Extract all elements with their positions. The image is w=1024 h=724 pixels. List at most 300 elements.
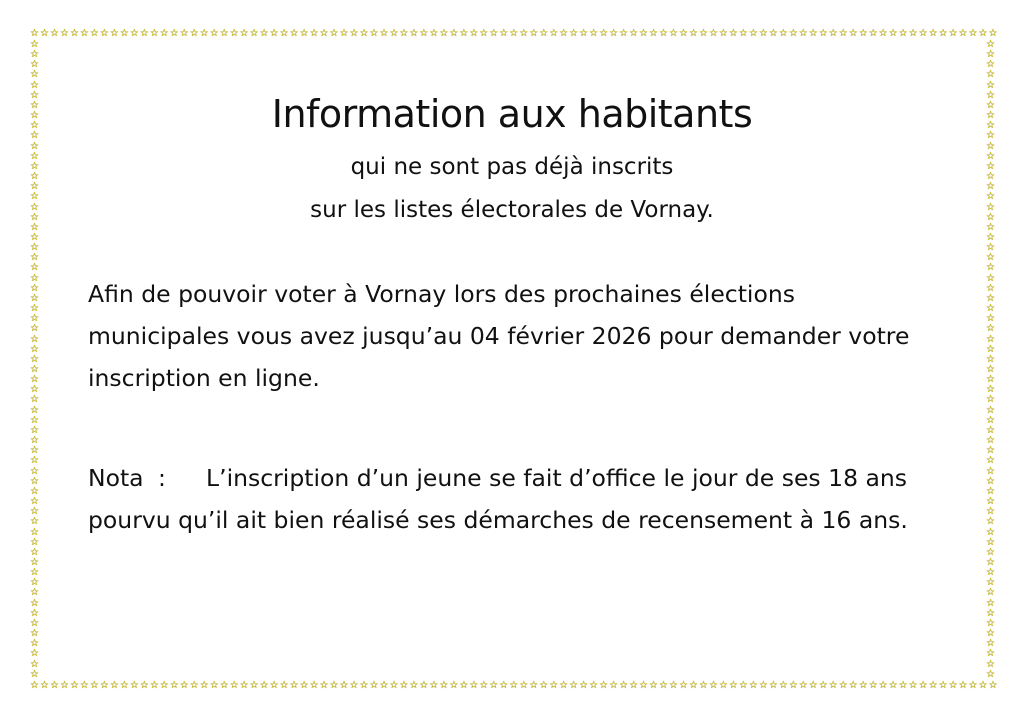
star-icon: ☆ [289, 28, 299, 39]
star-icon: ☆ [986, 587, 995, 599]
star-icon: ☆ [30, 597, 39, 609]
star-icon: ☆ [329, 680, 339, 691]
star-icon: ☆ [30, 364, 39, 375]
star-icon: ☆ [986, 333, 995, 345]
star-icon: ☆ [986, 364, 995, 375]
star-icon: ☆ [30, 384, 39, 396]
star-icon: ☆ [986, 394, 995, 406]
star-icon: ☆ [539, 28, 549, 39]
star-icon: ☆ [189, 28, 199, 39]
star-icon: ☆ [986, 506, 995, 518]
star-icon: ☆ [986, 536, 995, 548]
star-icon: ☆ [30, 435, 39, 447]
star-icon: ☆ [109, 680, 119, 691]
star-icon: ☆ [30, 69, 39, 81]
star-icon: ☆ [986, 110, 995, 122]
star-icon: ☆ [569, 680, 579, 691]
star-icon: ☆ [269, 28, 279, 39]
star-icon: ☆ [349, 680, 359, 691]
star-icon: ☆ [30, 252, 39, 264]
star-icon: ☆ [439, 680, 449, 691]
star-icon: ☆ [908, 28, 918, 39]
star-icon: ☆ [579, 680, 589, 691]
star-icon: ☆ [30, 28, 39, 39]
star-icon: ☆ [818, 680, 828, 691]
star-icon: ☆ [918, 680, 928, 691]
star-icon: ☆ [609, 28, 619, 39]
star-icon: ☆ [599, 680, 609, 691]
star-icon: ☆ [159, 680, 169, 691]
star-icon: ☆ [986, 313, 995, 325]
star-icon: ☆ [30, 211, 39, 223]
star-icon: ☆ [986, 577, 995, 589]
star-icon: ☆ [968, 28, 978, 39]
star-icon: ☆ [30, 303, 39, 315]
star-icon: ☆ [988, 680, 998, 691]
nota-label: Nota [88, 464, 144, 492]
star-icon: ☆ [986, 455, 995, 467]
star-icon: ☆ [30, 496, 39, 508]
star-icon: ☆ [708, 680, 718, 691]
star-icon: ☆ [489, 28, 499, 39]
star-icon: ☆ [30, 323, 39, 335]
star-icon: ☆ [778, 680, 788, 691]
star-icon: ☆ [209, 28, 219, 39]
star-icon: ☆ [986, 323, 995, 335]
star-icon: ☆ [798, 28, 808, 39]
star-icon: ☆ [559, 28, 569, 39]
star-icon: ☆ [958, 680, 968, 691]
star-icon: ☆ [449, 28, 459, 39]
star-icon: ☆ [229, 28, 239, 39]
star-icon: ☆ [179, 28, 189, 39]
star-icon: ☆ [30, 668, 39, 680]
star-icon: ☆ [649, 680, 658, 691]
star-icon: ☆ [579, 28, 589, 39]
star-icon: ☆ [30, 160, 39, 172]
star-icon: ☆ [419, 28, 429, 39]
star-icon: ☆ [938, 680, 948, 691]
star-icon: ☆ [469, 680, 479, 691]
info-paragraph: Afin de pouvoir voter à Vornay lors des prochaines élections municipales vous avez jusqu’au 04 février 2026 pour demander votre inscription en ligne. [88, 280, 910, 392]
star-icon: ☆ [349, 28, 359, 39]
star-icon: ☆ [30, 99, 39, 111]
star-icon: ☆ [529, 680, 539, 691]
star-icon: ☆ [259, 680, 269, 691]
star-icon: ☆ [30, 242, 39, 254]
star-icon: ☆ [30, 130, 39, 142]
star-icon: ☆ [399, 680, 409, 691]
star-icon: ☆ [629, 680, 639, 691]
star-icon: ☆ [986, 404, 995, 416]
star-icon: ☆ [39, 680, 49, 691]
star-icon: ☆ [878, 28, 888, 39]
star-icon: ☆ [808, 680, 818, 691]
star-icon: ☆ [189, 680, 199, 691]
star-icon: ☆ [259, 28, 269, 39]
star-icon: ☆ [688, 28, 698, 39]
star-icon: ☆ [986, 567, 995, 579]
star-icon: ☆ [619, 680, 629, 691]
star-icon: ☆ [30, 465, 39, 477]
star-icon: ☆ [639, 680, 649, 691]
star-icon: ☆ [978, 680, 988, 691]
star-icon: ☆ [986, 465, 995, 477]
star-icon: ☆ [986, 231, 995, 243]
star-icon: ☆ [688, 680, 698, 691]
star-icon: ☆ [49, 28, 59, 39]
star-icon: ☆ [986, 160, 995, 172]
star-icon: ☆ [30, 587, 39, 599]
star-icon: ☆ [30, 201, 39, 213]
star-icon: ☆ [30, 607, 39, 619]
star-icon: ☆ [30, 39, 39, 50]
star-icon: ☆ [179, 680, 189, 691]
star-icon: ☆ [868, 680, 878, 691]
star-icon: ☆ [986, 384, 995, 396]
star-icon: ☆ [529, 28, 539, 39]
star-icon: ☆ [986, 191, 995, 203]
star-icon: ☆ [828, 28, 838, 39]
star-icon: ☆ [509, 680, 519, 691]
star-border-bottom [30, 681, 998, 691]
star-icon: ☆ [479, 28, 489, 39]
star-icon: ☆ [509, 28, 519, 39]
star-icon: ☆ [649, 28, 658, 39]
star-icon: ☆ [359, 680, 369, 691]
star-icon: ☆ [968, 680, 978, 691]
star-icon: ☆ [379, 680, 389, 691]
star-icon: ☆ [986, 414, 995, 426]
star-icon: ☆ [619, 28, 629, 39]
star-border-top [30, 29, 998, 39]
star-icon: ☆ [728, 28, 738, 39]
star-icon: ☆ [319, 28, 329, 39]
star-icon: ☆ [986, 120, 995, 132]
subtitle-line-2: sur les listes électorales de Vornay. [310, 197, 714, 223]
star-icon: ☆ [986, 49, 995, 61]
star-icon: ☆ [818, 28, 828, 39]
star-icon: ☆ [30, 231, 39, 243]
star-icon: ☆ [986, 69, 995, 81]
star-icon: ☆ [299, 680, 309, 691]
star-icon: ☆ [30, 628, 39, 640]
star-icon: ☆ [339, 680, 349, 691]
star-icon: ☆ [986, 211, 995, 223]
star-icon: ☆ [139, 680, 149, 691]
star-icon: ☆ [659, 680, 668, 691]
star-icon: ☆ [986, 628, 995, 640]
star-icon: ☆ [589, 28, 599, 39]
nota-text: L’inscription d’un jeune se fait d’office le jour de ses 18 ans pourvu qu’il ait bien réalisé ses démarches de recensement à 16 ans. [88, 464, 908, 534]
star-icon: ☆ [30, 333, 39, 345]
star-icon: ☆ [30, 120, 39, 132]
star-icon: ☆ [986, 607, 995, 619]
star-icon: ☆ [30, 567, 39, 579]
star-icon: ☆ [838, 28, 848, 39]
star-icon: ☆ [99, 680, 109, 691]
star-icon: ☆ [589, 680, 599, 691]
star-icon: ☆ [768, 680, 778, 691]
star-icon: ☆ [119, 680, 129, 691]
star-icon: ☆ [858, 28, 868, 39]
star-icon: ☆ [708, 28, 718, 39]
star-icon: ☆ [986, 374, 995, 386]
star-icon: ☆ [59, 28, 69, 39]
star-icon: ☆ [868, 28, 878, 39]
star-icon: ☆ [339, 28, 349, 39]
star-icon: ☆ [30, 404, 39, 416]
star-icon: ☆ [30, 191, 39, 203]
star-icon: ☆ [30, 658, 39, 670]
star-icon: ☆ [549, 28, 559, 39]
star-icon: ☆ [519, 28, 529, 39]
star-icon: ☆ [30, 506, 39, 518]
star-icon: ☆ [986, 546, 995, 558]
star-icon: ☆ [499, 680, 509, 691]
star-icon: ☆ [948, 680, 958, 691]
star-icon: ☆ [59, 680, 69, 691]
star-icon: ☆ [30, 680, 39, 691]
star-icon: ☆ [986, 424, 995, 436]
star-icon: ☆ [289, 680, 299, 691]
star-icon: ☆ [986, 435, 995, 447]
star-icon: ☆ [489, 680, 499, 691]
star-icon: ☆ [149, 680, 159, 691]
star-icon: ☆ [888, 28, 898, 39]
nota-paragraph [88, 457, 928, 541]
star-icon: ☆ [788, 680, 798, 691]
star-icon: ☆ [986, 252, 995, 264]
star-icon: ☆ [249, 680, 259, 691]
star-icon: ☆ [858, 680, 868, 691]
star-icon: ☆ [986, 597, 995, 609]
star-icon: ☆ [958, 28, 968, 39]
star-icon: ☆ [986, 526, 995, 538]
star-icon: ☆ [49, 680, 59, 691]
star-icon: ☆ [748, 28, 758, 39]
star-border-left [30, 40, 39, 680]
star-icon: ☆ [986, 292, 995, 304]
star-icon: ☆ [30, 485, 39, 497]
star-icon: ☆ [279, 680, 289, 691]
star-icon: ☆ [409, 28, 419, 39]
page-title: Information aux habitants [271, 92, 753, 136]
star-icon: ☆ [30, 221, 39, 233]
star-icon: ☆ [30, 272, 39, 284]
star-icon: ☆ [199, 680, 209, 691]
star-icon: ☆ [30, 445, 39, 457]
star-icon: ☆ [798, 680, 808, 691]
star-icon: ☆ [698, 680, 708, 691]
star-icon: ☆ [129, 28, 139, 39]
star-icon: ☆ [986, 648, 995, 660]
star-icon: ☆ [659, 28, 668, 39]
star-icon: ☆ [986, 221, 995, 233]
star-icon: ☆ [149, 28, 159, 39]
star-icon: ☆ [30, 181, 39, 193]
star-border-right [986, 40, 995, 680]
star-icon: ☆ [986, 496, 995, 508]
star-icon: ☆ [639, 28, 649, 39]
star-icon: ☆ [738, 28, 748, 39]
star-icon: ☆ [309, 680, 319, 691]
star-icon: ☆ [918, 28, 928, 39]
star-icon: ☆ [898, 680, 908, 691]
star-icon: ☆ [369, 680, 379, 691]
star-icon: ☆ [986, 242, 995, 254]
star-icon: ☆ [30, 414, 39, 426]
star-icon: ☆ [379, 28, 389, 39]
star-icon: ☆ [888, 680, 898, 691]
star-icon: ☆ [698, 28, 708, 39]
star-icon: ☆ [986, 59, 995, 71]
star-icon: ☆ [986, 638, 995, 650]
star-icon: ☆ [838, 680, 848, 691]
star-icon: ☆ [99, 28, 109, 39]
star-icon: ☆ [898, 28, 908, 39]
star-icon: ☆ [219, 680, 229, 691]
star-icon: ☆ [239, 680, 249, 691]
star-icon: ☆ [986, 303, 995, 315]
star-icon: ☆ [669, 680, 678, 691]
star-icon: ☆ [30, 110, 39, 122]
star-icon: ☆ [30, 475, 39, 487]
star-icon: ☆ [89, 680, 99, 691]
star-icon: ☆ [30, 171, 39, 183]
star-icon: ☆ [30, 343, 39, 355]
star-icon: ☆ [30, 394, 39, 406]
star-icon: ☆ [469, 28, 479, 39]
star-icon: ☆ [30, 516, 39, 528]
star-icon: ☆ [30, 617, 39, 629]
star-icon: ☆ [669, 28, 678, 39]
star-icon: ☆ [449, 680, 459, 691]
nota-separator: : [158, 464, 166, 492]
star-icon: ☆ [986, 150, 995, 162]
star-icon: ☆ [986, 181, 995, 193]
star-icon: ☆ [758, 28, 768, 39]
star-icon: ☆ [30, 292, 39, 304]
star-icon: ☆ [30, 150, 39, 162]
star-icon: ☆ [439, 28, 449, 39]
star-icon: ☆ [169, 680, 179, 691]
star-icon: ☆ [928, 28, 938, 39]
star-icon: ☆ [429, 680, 439, 691]
star-icon: ☆ [30, 556, 39, 568]
star-icon: ☆ [718, 680, 728, 691]
star-icon: ☆ [69, 28, 79, 39]
star-icon: ☆ [828, 680, 838, 691]
star-icon: ☆ [986, 262, 995, 274]
star-icon: ☆ [629, 28, 639, 39]
star-icon: ☆ [79, 680, 89, 691]
star-icon: ☆ [986, 171, 995, 183]
star-icon: ☆ [986, 130, 995, 142]
star-icon: ☆ [389, 28, 399, 39]
star-icon: ☆ [229, 680, 239, 691]
star-icon: ☆ [986, 658, 995, 670]
star-icon: ☆ [928, 680, 938, 691]
star-icon: ☆ [479, 680, 489, 691]
star-icon: ☆ [159, 28, 169, 39]
star-icon: ☆ [69, 680, 79, 691]
star-icon: ☆ [748, 680, 758, 691]
star-icon: ☆ [948, 28, 958, 39]
star-icon: ☆ [30, 353, 39, 365]
star-icon: ☆ [718, 28, 728, 39]
star-icon: ☆ [169, 28, 179, 39]
star-icon: ☆ [986, 282, 995, 294]
star-icon: ☆ [30, 638, 39, 650]
star-icon: ☆ [569, 28, 579, 39]
star-icon: ☆ [30, 282, 39, 294]
star-icon: ☆ [988, 28, 998, 39]
star-icon: ☆ [986, 617, 995, 629]
star-icon: ☆ [429, 28, 439, 39]
star-icon: ☆ [599, 28, 609, 39]
star-icon: ☆ [986, 272, 995, 284]
star-icon: ☆ [249, 28, 259, 39]
star-icon: ☆ [319, 680, 329, 691]
star-icon: ☆ [399, 28, 409, 39]
star-icon: ☆ [986, 668, 995, 680]
star-icon: ☆ [978, 28, 988, 39]
star-icon: ☆ [30, 546, 39, 558]
star-icon: ☆ [139, 28, 149, 39]
star-icon: ☆ [986, 140, 995, 152]
star-icon: ☆ [239, 28, 249, 39]
star-icon: ☆ [30, 536, 39, 548]
star-icon: ☆ [808, 28, 818, 39]
star-icon: ☆ [778, 28, 788, 39]
star-icon: ☆ [848, 680, 858, 691]
star-icon: ☆ [129, 680, 139, 691]
star-icon: ☆ [199, 28, 209, 39]
star-icon: ☆ [848, 28, 858, 39]
star-icon: ☆ [609, 680, 619, 691]
star-icon: ☆ [419, 680, 429, 691]
star-icon: ☆ [30, 49, 39, 61]
star-icon: ☆ [30, 262, 39, 274]
star-icon: ☆ [209, 680, 219, 691]
star-icon: ☆ [329, 28, 339, 39]
star-icon: ☆ [389, 680, 399, 691]
star-icon: ☆ [30, 526, 39, 538]
star-icon: ☆ [30, 79, 39, 91]
star-icon: ☆ [938, 28, 948, 39]
star-icon: ☆ [219, 28, 229, 39]
star-icon: ☆ [986, 79, 995, 91]
star-icon: ☆ [986, 516, 995, 528]
star-icon: ☆ [768, 28, 778, 39]
star-icon: ☆ [30, 455, 39, 467]
star-icon: ☆ [30, 59, 39, 71]
star-icon: ☆ [119, 28, 129, 39]
star-icon: ☆ [359, 28, 369, 39]
star-icon: ☆ [986, 445, 995, 457]
star-icon: ☆ [30, 577, 39, 589]
star-icon: ☆ [678, 680, 688, 691]
star-icon: ☆ [908, 680, 918, 691]
star-icon: ☆ [279, 28, 289, 39]
star-icon: ☆ [986, 89, 995, 101]
star-icon: ☆ [299, 28, 309, 39]
star-icon: ☆ [409, 680, 419, 691]
star-icon: ☆ [30, 424, 39, 436]
star-icon: ☆ [738, 680, 748, 691]
star-icon: ☆ [39, 28, 49, 39]
